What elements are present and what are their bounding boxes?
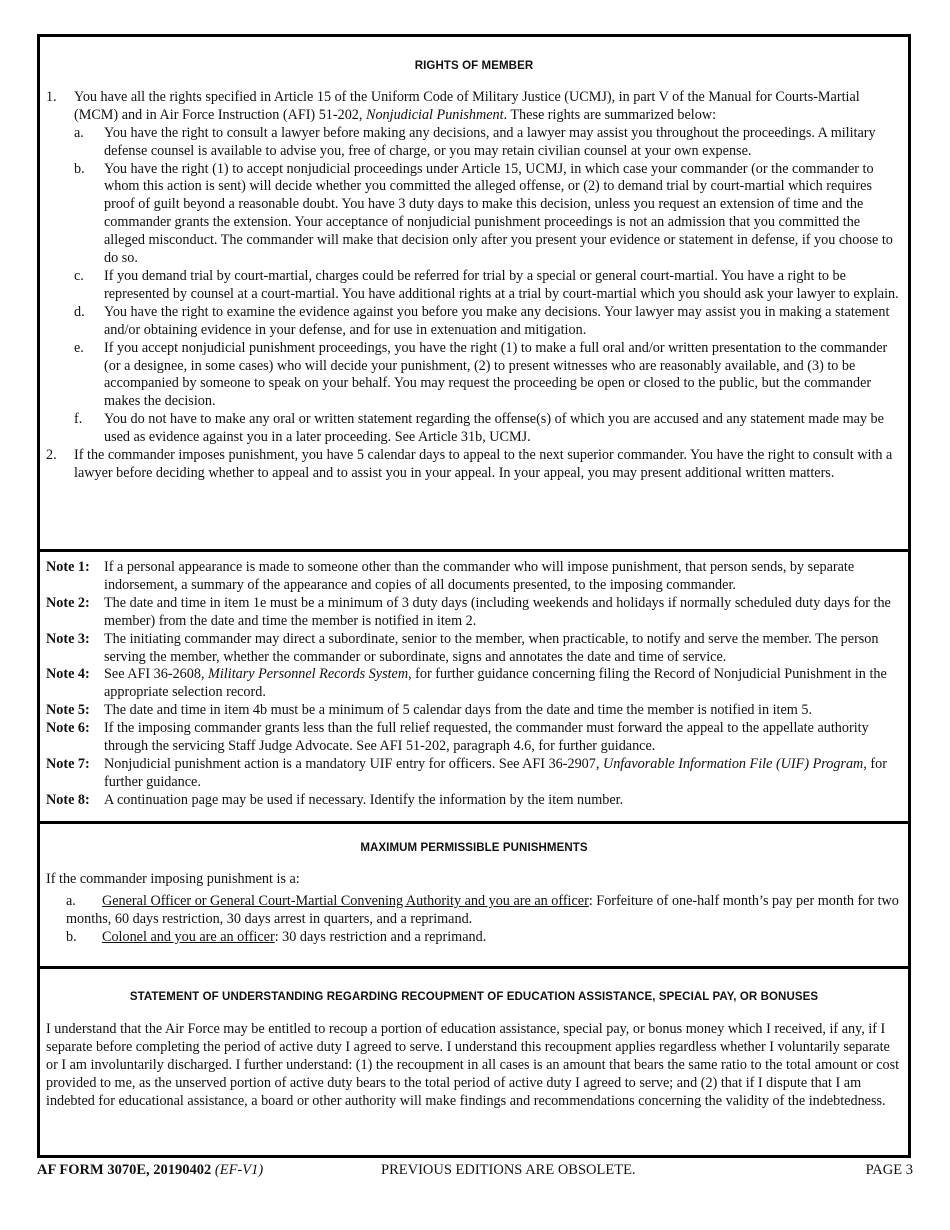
rights-heading: RIGHTS OF MEMBER <box>414 60 534 72</box>
rights-item-1 <box>46 89 902 125</box>
note-item: Note 8: A continuation page may be used if necessary. Identify the information by the item number. <box>46 791 624 808</box>
rights-item-2: 2. If the commander imposes punishment, you have 5 calendar days to appeal to the next superior commander. You have the right to consult with a lawyer before deciding whether to appeal and to assist you in your appeal. In your appeal, you may present additional written matters. <box>46 447 893 481</box>
rights-sub-item: d. You have the right to examine the evidence against you before you make any decisions. Your lawyer may assist you in making a statement and/or obtaining evidence in your defense, and for use in extenuation and mitigation. <box>74 303 890 338</box>
recoupment-text: I understand that the Air Force may be entitled to recoup a portion of education assistance, special pay, or bonus money which I received, if any, if I separate before completing the period of active duty I agreed to serve. I understand this recoupment applies regardless whether I voluntarily separate or I am involuntarily discharged. I further understand: (1) the recoupment in all cases is an amount that bears the same ratio to the total amount or cost provided to me, as the unserved portion of active duty bears to the total period of active duty I agreed to serve; and (2) that if I dispute that I am indebted for educational assistance, a board or other authority will make findings and recommendations concerning the validity of the indebtedness. <box>46 1020 900 1109</box>
rights-sub-item: f. You do not have to make any oral or written statement regarding the offense(s) of which you are accused and any statement made may be used as evidence against you in a later proceeding. See Article 31b, UCMJ. <box>74 411 884 446</box>
note-item: Note 5: The date and time in item 4b must be a minimum of 5 calendar days from the date and time the member is notified in item 5. <box>46 702 813 719</box>
punishment-item: a. General Officer or General Court-Martial Convening Authority and you are an officer: Forfeiture of one-half month’s pay per month for two months, 60 days restriction, 30 days arrest in quarters, and a reprimand. <box>66 892 899 927</box>
punishments-section <box>40 824 908 947</box>
page-number: PAGE 3 <box>865 1162 913 1178</box>
recoupment-section <box>40 969 908 1110</box>
rights-section <box>40 37 908 549</box>
rights-sub-item: a. You have the right to consult a lawyer before making any decisions, and a lawyer may assist you throughout the proceedings. A military defense counsel is available to advise you, free of charge, or you may retain civilian counsel at your own expense. <box>74 124 876 159</box>
obsolete-notice: PREVIOUS EDITIONS ARE OBSOLETE. <box>381 1162 636 1178</box>
section-divider <box>40 549 908 552</box>
notes-section <box>40 559 908 810</box>
rights-sub-item: c. If you demand trial by court-martial, charges could be referred for trial by a special or general court-martial. You have a right to be represented by counsel at a court-martial. You have additional rights at a trial by court-martial which you should ask your lawyer to explain. <box>74 267 899 302</box>
note-item: Note 7: Nonjudicial punishment action is a mandatory UIF entry for officers. See AFI 36-2907, Unfavorable Information File (UIF) Program, for further guidance. <box>46 755 887 790</box>
note-item: Note 4: See AFI 36-2608, Military Personnel Records System, for further guidance concerning filing the Record of Nonjudicial Punishment in the appropriate selection record. <box>46 666 887 701</box>
punishments-heading: MAXIMUM PERMISSIBLE PUNISHMENTS <box>360 842 588 854</box>
rights-sub-item: b. You have the right (1) to accept nonjudicial proceedings under Article 15, UCMJ, in which case your commander (or the commander to whom this action is sent) will decide whether you committed the alleged offense, or (2) to demand trial by court-martial which requires proof of guilt beyond a reasonable doubt. You have 3 duty days to make this decision, unless you request an extension of time and the commander grants the extension. Your acceptance of nonjudicial punishment proceedings is not an admission that you committed the alleged misconduct. The commander will make that decision only after you present your evidence or statement in defense, if you choose to do so. <box>74 160 893 267</box>
note-item: Note 6: If the imposing commander grants less than the full relief requested, the commander must forward the appeal to the appellate authority through the servicing Staff Judge Advocate. See AFI 51-202, paragraph 4.6, for further guidance. <box>46 720 869 755</box>
item-number: 1. <box>46 88 57 105</box>
rights-sub-item: e. If you accept nonjudicial punishment proceedings, you have the right (1) to make a full oral and/or written presentation to the commander (or a designee, in some cases) who will decide your punishment, (2) to present witnesses who are reasonably available, and (3) to be accompanied by someone to speak on your behalf. You may request the proceeding be open or closed to the public, but the commander makes the decision. <box>74 339 888 410</box>
punishment-item: b. Colonel and you are an officer: 30 days restriction and a reprimand. <box>66 928 487 945</box>
note-item: Note 2: The date and time in item 1e must be a minimum of 3 duty days (including weekends and holidays if normally scheduled duty days for the member) from the date and time the member is notified in item 2. <box>46 594 891 629</box>
recoupment-heading: STATEMENT OF UNDERSTANDING REGARDING RECOUPMENT OF EDUCATION ASSISTANCE, SPECIAL PAY, OR BONUSES <box>129 991 819 1003</box>
form-page <box>37 34 911 1158</box>
note-item: Note 1: If a personal appearance is made to someone other than the commander who will impose punishment, that person sends, by separate indorsement, a summary of the appearance and copies of all documents presented, to the imposing commander. <box>46 559 855 593</box>
form-identifier: AF FORM 3070E, 20190402 (EF-V1) <box>37 1162 264 1178</box>
note-item: Note 3: The initiating commander may direct a subordinate, senior to the member, when practicable, to notify and serve the member. The person serving the member, whether the commander or subordinate, signs and annotates the date and time of service. <box>46 630 879 665</box>
item-text: You have all the rights specified in Article 15 of the Uniform Code of Military Justice (UCMJ), in part V of the Manual for Courts-Martial (MCM) and in Air Force Instruction (AFI) 51-202, Nonjudicial Punishment. These rights are summarized below: <box>74 88 860 123</box>
punishments-intro: If the commander imposing punishment is a: <box>46 870 300 887</box>
